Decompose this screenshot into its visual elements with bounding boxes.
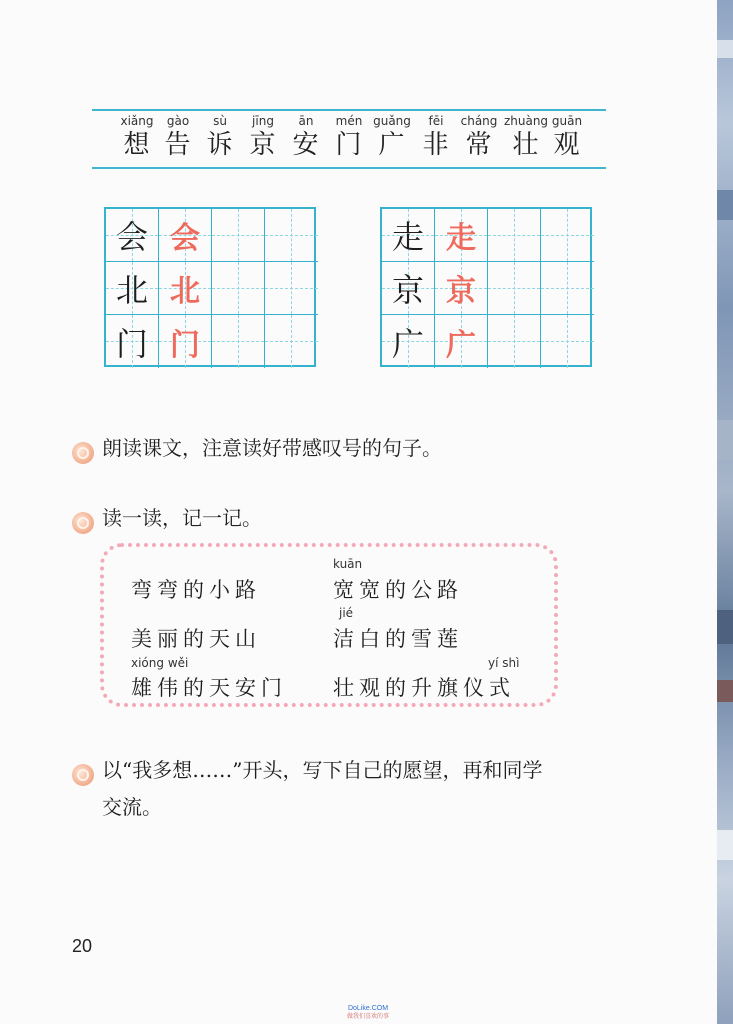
hanzi: 安: [292, 130, 320, 160]
model-char: 走: [391, 218, 424, 256]
grid-cell: [435, 315, 488, 368]
vocab-item: [283, 114, 329, 162]
trace-char: 广: [446, 327, 476, 363]
watermark-line-1: DoLike.COM: [347, 1005, 389, 1012]
grid-cell: [382, 315, 435, 368]
exercise-text: 以“我多想……”开头，写下自己的愿望，再和同学: [102, 758, 543, 782]
exercise-text-continued: 交流。: [102, 795, 162, 819]
pinyin: zhuàng: [503, 114, 549, 128]
hanzi: 常: [465, 130, 493, 160]
grid-cell[interactable]: [265, 209, 318, 262]
exercise-bullet-icon: [72, 512, 94, 534]
trace-char: 会: [170, 221, 200, 256]
model-char: 广: [391, 324, 424, 363]
phrase-pinyin: xióng wěi: [131, 656, 189, 670]
exercise-text: 读一读，记一记。: [102, 506, 262, 530]
writing-grid-left: [104, 207, 316, 367]
model-char: 京: [391, 271, 424, 309]
trace-char: 北: [170, 274, 200, 309]
phrase-pinyin: yí shì: [488, 656, 520, 670]
grid-cell[interactable]: [541, 262, 594, 315]
grid-cell: [159, 262, 212, 315]
vocab-item: [197, 114, 243, 162]
hanzi: 门: [335, 130, 363, 160]
grid-cell: [106, 209, 159, 262]
vocab-top-rule: [92, 109, 606, 111]
phrase: 壮观的升旗仪式: [333, 676, 515, 700]
hanzi: 告: [164, 130, 192, 160]
grid-cell[interactable]: [541, 209, 594, 262]
writing-grid-right: [380, 207, 592, 367]
grid-cell[interactable]: [212, 262, 265, 315]
vocab-item: [326, 114, 372, 162]
grid-cell: [159, 209, 212, 262]
hanzi: 想: [123, 130, 151, 160]
pinyin: mén: [335, 114, 363, 128]
grid-cell[interactable]: [488, 315, 541, 368]
grid-cell: [159, 315, 212, 368]
hanzi: 京: [249, 130, 277, 160]
vocab-bottom-rule: [92, 167, 606, 169]
hanzi: 非: [422, 130, 450, 160]
trace-char: 京: [446, 274, 476, 309]
phrase: 洁白的雪莲: [333, 627, 463, 651]
hanzi: 广: [378, 130, 406, 160]
phrase-pinyin: jié: [339, 606, 354, 620]
trace-char: 走: [446, 221, 476, 256]
pinyin: jīng: [252, 114, 274, 128]
pinyin: gào: [166, 114, 190, 128]
grid-cell[interactable]: [488, 262, 541, 315]
pinyin: fēi: [428, 114, 444, 128]
hanzi: 壮: [512, 130, 540, 160]
model-char: 会: [115, 218, 148, 256]
vocab-item: [413, 114, 459, 162]
page-number: 20: [72, 936, 93, 956]
grid-cell: [382, 209, 435, 262]
watermark: [338, 1005, 398, 1021]
grid-cell: [106, 315, 159, 368]
vocab-item: [503, 114, 549, 162]
model-char: 门: [115, 324, 148, 363]
phrase: 雄伟的天安门: [131, 676, 287, 700]
pinyin: guān: [551, 114, 583, 128]
exercise-2: [72, 506, 262, 539]
phrase: 弯弯的小路: [131, 578, 261, 602]
grid-cell[interactable]: [212, 315, 265, 368]
exercise-bullet-icon: [72, 442, 94, 464]
vocab-item: [544, 114, 590, 162]
model-char: 北: [115, 271, 148, 309]
grid-cell: [382, 262, 435, 315]
pinyin: xiǎng: [120, 114, 154, 128]
grid-cell: [435, 209, 488, 262]
grid-cell[interactable]: [265, 315, 318, 368]
pinyin: sù: [213, 114, 227, 128]
phrase: 宽宽的公路: [333, 578, 463, 602]
exercise-text: 朗读课文，注意读好带感叹号的句子。: [102, 436, 442, 460]
grid-cell[interactable]: [488, 209, 541, 262]
pinyin: ān: [298, 114, 314, 128]
pinyin: guǎng: [373, 114, 411, 128]
hanzi: 观: [553, 130, 581, 160]
vocab-item: [114, 114, 160, 162]
grid-cell: [435, 262, 488, 315]
pinyin: cháng: [460, 114, 498, 128]
grid-cell[interactable]: [265, 262, 318, 315]
watermark-line-2: 做我们喜欢的事: [346, 1014, 389, 1020]
phrase-pinyin: kuān: [333, 557, 363, 571]
exercise-1: [72, 436, 442, 469]
page-edge-strip: [717, 0, 733, 1024]
vocab-item: [155, 114, 201, 162]
exercise-bullet-icon: [72, 764, 94, 786]
grid-cell[interactable]: [212, 209, 265, 262]
hanzi: 诉: [206, 130, 234, 160]
vocab-item: [369, 114, 415, 162]
vocab-item: [456, 114, 502, 162]
grid-cell[interactable]: [541, 315, 594, 368]
phrase: 美丽的天山: [131, 627, 261, 651]
grid-cell: [106, 262, 159, 315]
vocab-item: [240, 114, 286, 162]
trace-char: 门: [170, 327, 200, 363]
